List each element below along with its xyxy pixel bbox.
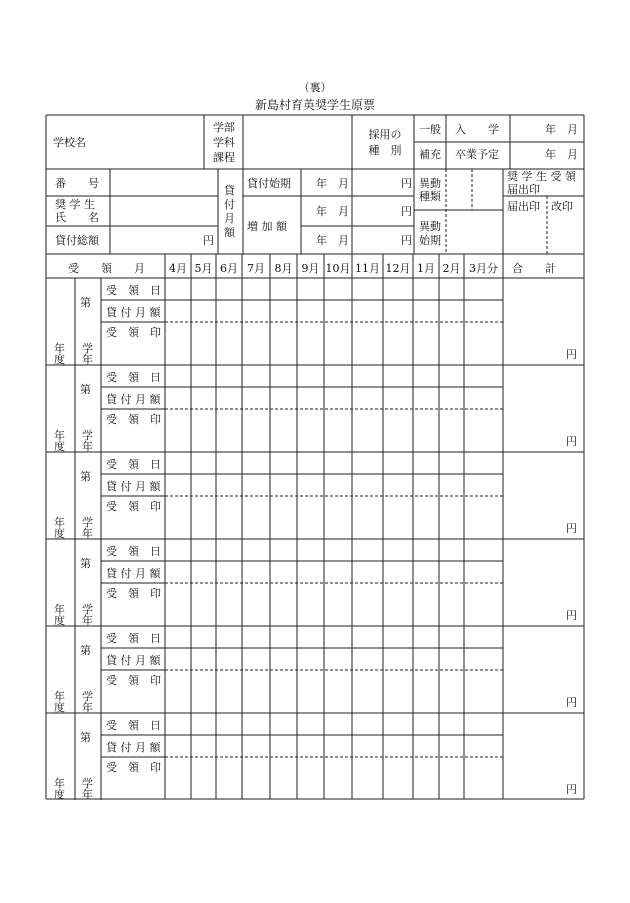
dai-label-5: 第 [80,644,91,657]
student-name-label-2: 氏 名 [55,211,99,224]
receipt-date-label-6: 受 領 日 [106,719,161,732]
receipt-seal-label-2: 受 領 印 [106,413,161,426]
block-total-yen-1: 円 [566,348,577,361]
month-header-12: 3月分 [469,262,498,275]
increase-year-month-1: 年 月 [316,205,349,218]
loan-monthly-vertical-label: 貸付月額 [224,184,235,239]
enrollment-year-month: 年 月 [545,123,578,136]
supplement-label: 補充 [419,148,441,161]
month-header-4: 7月 [247,262,265,275]
receipt-seal-label-6: 受 領 印 [106,761,161,774]
receipt-seal-label-3: 受 領 印 [106,500,161,513]
graduation-year-month: 年 月 [545,148,578,161]
enrollment-label: 入 学 [455,123,499,136]
grade-label-a-2: 学 [82,429,93,442]
receipt-date-label-1: 受 領 日 [106,284,161,297]
form-title: 新島村育英奨学生原票 [254,98,375,112]
grade-label-b-2: 年 [82,440,93,453]
adoption-type-label-2: 種 別 [368,144,402,157]
grade-label-b-4: 年 [82,614,93,627]
department-label: 学科 [213,136,235,149]
receipt-seal-label-1: 受 領 印 [106,326,161,339]
month-header-8: 11月 [355,262,380,275]
grade-label-b-6: 年 [82,788,93,801]
loan-start-year-month: 年 月 [316,177,349,190]
number-label: 番 号 [55,177,99,190]
receipt-date-label-5: 受 領 日 [106,632,161,645]
month-header-1: 4月 [169,262,187,275]
increase-year-month-2: 年 月 [316,234,349,247]
loan-start-yen: 円 [401,177,412,190]
month-header-11: 2月 [442,262,461,275]
fiscal-label-1: 度 [54,353,65,366]
grade-label-a-5: 学 [82,690,93,703]
course-label: 課程 [213,151,235,164]
block-total-yen-4: 円 [566,609,577,622]
month-header-7: 10月 [325,262,351,275]
fiscal-year-label-2: 年 [54,429,65,442]
fiscal-year-label-1: 年 [54,342,65,355]
dai-label-1: 第 [80,296,91,309]
dai-label-4: 第 [80,557,91,570]
reverse-side-label: （裏） [298,81,332,94]
grade-label-a-1: 学 [82,342,93,355]
monthly-loan-label-1: 貸 付 月 額 [106,306,161,319]
grade-label-a-6: 学 [82,777,93,790]
increase-yen-2: 円 [401,234,412,247]
fiscal-year-label-3: 年 [54,516,65,529]
receipt-month-label: 受 領 月 [68,262,145,275]
dai-label-6: 第 [80,731,91,744]
monthly-loan-label-5: 貸 付 月 額 [106,654,161,667]
fiscal-year-label-5: 年 [54,690,65,703]
change-start-label-2: 始期 [419,234,441,247]
month-header-2: 5月 [194,262,213,275]
change-type-label-2: 種類 [419,190,441,203]
fiscal-label-6: 度 [54,788,65,801]
graduation-plan-label: 卒業予定 [455,148,499,161]
receipt-date-label-4: 受 領 日 [106,545,161,558]
grade-label-b-1: 年 [82,353,93,366]
month-header-3: 6月 [220,262,238,275]
block-total-yen-2: 円 [566,435,577,448]
grade-label-b-3: 年 [82,527,93,540]
student-receipt-label-1: 奨 学 生 受 領 [507,170,576,183]
month-header-10: 1月 [417,262,435,275]
monthly-loan-label-3: 貸 付 月 額 [106,480,161,493]
grade-label-a-3: 学 [82,516,93,529]
increase-label: 増 加 額 [247,220,287,233]
notice-seal-label: 届出印 [507,200,540,213]
student-receipt-label-2: 届出印 [507,183,540,196]
receipt-seal-label-5: 受 領 印 [106,674,161,687]
dai-label-3: 第 [80,470,91,483]
school-name-label: 学校名 [53,136,86,149]
block-total-yen-3: 円 [566,522,577,535]
fiscal-label-3: 度 [54,527,65,540]
change-seal-label: 改印 [551,200,573,213]
grade-label-b-5: 年 [82,701,93,714]
dai-label-2: 第 [80,383,91,396]
change-type-label-1: 異動 [419,177,441,190]
loan-start-label: 貸付始期 [247,177,291,190]
month-header-6: 9月 [301,262,320,275]
student-name-label-1: 奨 学 生 [55,198,95,211]
month-header-9: 12月 [385,262,411,275]
total-label: 合 計 [512,262,556,275]
loan-total-label: 貸付総額 [55,234,99,247]
receipt-seal-label-4: 受 領 印 [106,587,161,600]
monthly-loan-label-4: 貸 付 月 額 [106,567,161,580]
general-label: 一般 [419,123,441,136]
loan-total-yen: 円 [203,234,214,247]
month-header-5: 8月 [274,262,293,275]
grade-label-a-4: 学 [82,603,93,616]
increase-yen-1: 円 [401,205,412,218]
block-total-yen-5: 円 [566,696,577,709]
monthly-loan-label-2: 貸 付 月 額 [106,393,161,406]
fiscal-year-label-6: 年 [54,777,65,790]
fiscal-year-label-4: 年 [54,603,65,616]
fiscal-label-2: 度 [54,440,65,453]
adoption-type-label-1: 採用の [368,128,402,141]
fiscal-label-4: 度 [54,614,65,627]
block-total-yen-6: 円 [566,783,577,796]
monthly-loan-label-6: 貸 付 月 額 [106,741,161,754]
faculty-label: 学部 [213,121,235,134]
fiscal-label-5: 度 [54,701,65,714]
receipt-date-label-2: 受 領 日 [106,371,161,384]
change-start-label-1: 異動 [419,220,441,233]
receipt-date-label-3: 受 領 日 [106,458,161,471]
